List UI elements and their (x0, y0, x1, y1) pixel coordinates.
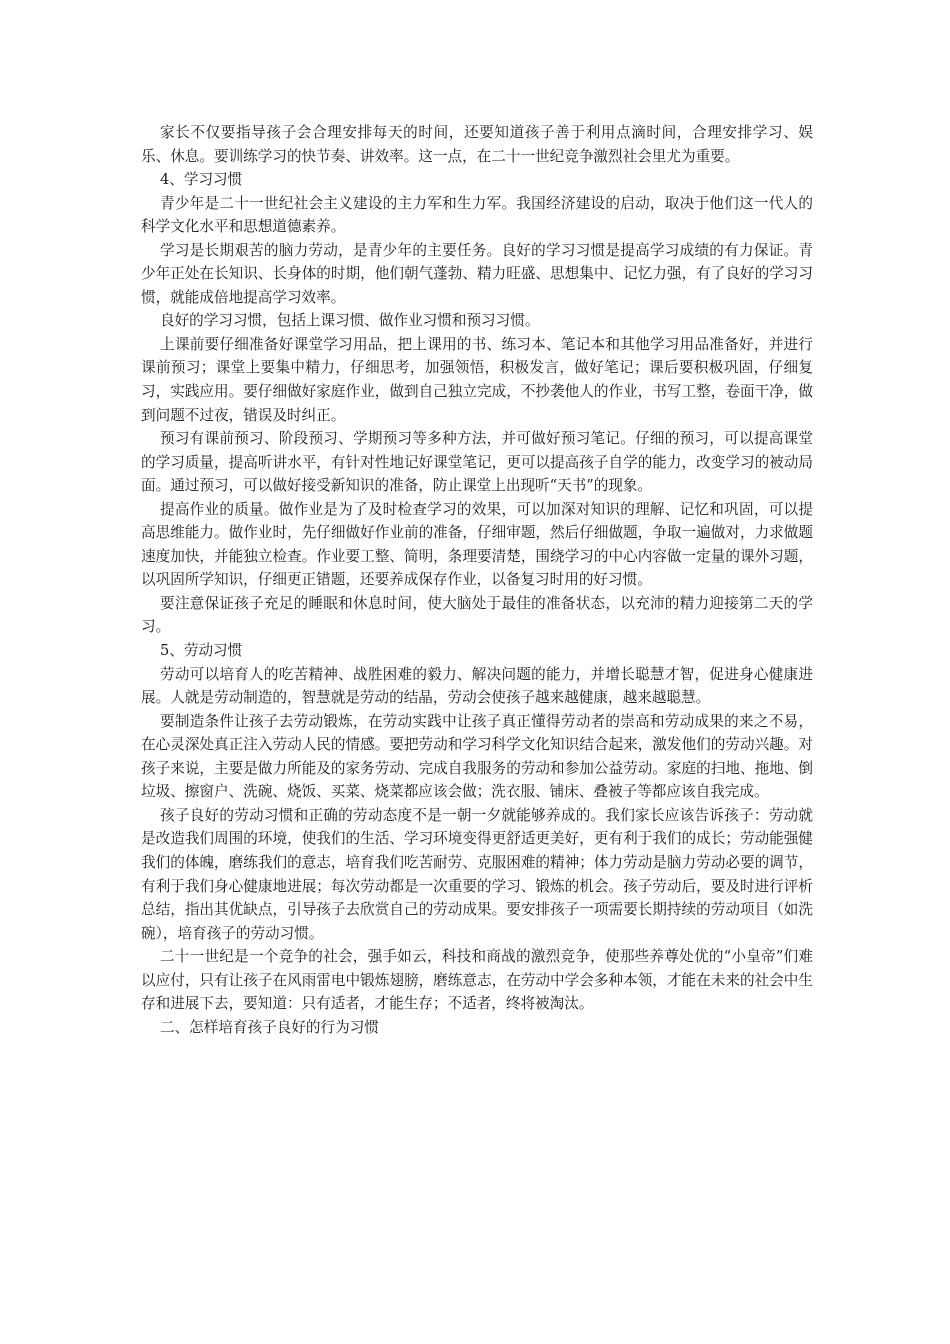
document-body (141, 121, 813, 1039)
paragraph-time-management: 家长不仅要指导孩子会合理安排每天的时间，还要知道孩子善于利用点滴时间，合理安排学习、娱乐、休息。要训练学习的快节奏、讲效率。这一点，在二十一世纪竞争激烈社会里尤为重要。 (141, 124, 813, 165)
paragraph-sleep: 要注意保证孩子充足的睡眠和休息时间，使大脑处于最佳的准备状态，以充沛的精力迎接第二天的学习。 (141, 594, 813, 636)
paragraph-study-labor: 学习是长期艰苦的脑力劳动，是青少年的主要任务。良好的学习习惯是提高学习成绩的有力保证。青少年正处在长知识、长身体的时期，他们朝气蓬勃、精力旺盛、思想集中、记忆力强，有了良好的学习习惯，就能成倍地提高学习效率。 (141, 241, 813, 306)
paragraph-labor-conditions: 要制造条件让孩子去劳动锻炼，在劳动实践中让孩子真正懂得劳动者的崇高和劳动成果的来之不易，在心灵深处真正注入劳动人民的情感。要把劳动和学习科学文化知识结合起来，激发他们的劳动兴趣。对孩子来说，主要是做力所能及的家务劳动、完成自我服务的劳动和参加公益劳动。家庭的扫地、拖地、倒垃圾、擦窗户、洗碗、烧饭、买菜、烧菜都应该会做；洗衣服、铺床、叠被子等都应该自我完成。 (141, 712, 813, 801)
paragraph-labor-attitude: 孩子良好的劳动习惯和正确的劳动态度不是一朝一夕就能够养成的。我们家长应该告诉孩子：劳动就是改造我们周围的环境，使我们的生活、学习环境变得更舒适更美好，更有利于我们的成长；劳动能强健我们的体魄，磨练我们的意志，培育我们吃苦耐劳、克服困难的精神；体力劳动是脑力劳动必要的调节，有利于我们身心健康地进展；每次劳动都是一次重要的学习、锻炼的机会。孩子劳动后，要及时进行评析总结，指出其优缺点，引导孩子去欣赏自己的劳动成果。要安排孩子一项需要长期持续的劳动项目（如洗碗），培育孩子的劳动习惯。 (141, 806, 813, 942)
paragraph-before-class: 上课前要仔细准备好课堂学习用品，把上课用的书、练习本、笔记本和其他学习用品准备好，并进行课前预习；课堂上要集中精力，仔细思考，加强领悟，积极发言，做好笔记；课后要积极巩固，仔细复习，实践应用。要仔细做好家庭作业，做到自己独立完成，不抄袭他人的作业，书写工整，卷面干净，做到问题不过夜，错误及时纠正。 (141, 335, 813, 424)
section-heading-labor-habits: 5、劳动习惯 (159, 642, 243, 660)
section-heading-behavior-habits: 二、怎样培育孩子良好的行为习惯 (159, 1018, 379, 1036)
paragraph-preview: 预习有课前预习、阶段预习、学期预习等多种方法，并可做好预习笔记。仔细的预习，可以提高课堂的学习质量，提高听讲水平，有针对性地记好课堂笔记，更可以提高孩子自学的能力，改变学习的被动局面。通过预习，可以做好接受新知识的准备，防止课堂上出现听“天书”的现象。 (141, 430, 813, 495)
paragraph-competition: 二十一世纪是一个竞争的社会，强手如云，科技和商战的激烈竞争，使那些养尊处优的“小皇帝”们难以应付，只有让孩子在风雨雷电中锻炼翅膀，磨练意志，在劳动中学会多种本领，才能在未来的社会中生存和进展下去，要知道：只有适者，才能生存；不适者，终将被淘汰。 (141, 948, 813, 1013)
paragraph-good-habits: 良好的学习习惯，包括上课习惯、做作业习惯和预习习惯。 (159, 312, 540, 330)
section-heading-study-habits: 4、学习习惯 (159, 171, 243, 189)
paragraph-youth: 青少年是二十一世纪社会主义建设的主力军和生力军。我国经济建设的启动，取决于他们这一代人的科学文化水平和思想道德素养。 (141, 194, 813, 236)
paragraph-labor-benefits: 劳动可以培育人的吃苦精神、战胜困难的毅力、解决问题的能力，并增长聪慧才智，促进身心健康进展。人就是劳动制造的，智慧就是劳动的结晶，劳动会使孩子越来越健康，越来越聪慧。 (141, 665, 813, 707)
paragraph-homework-quality: 提高作业的质量。做作业是为了及时检查学习的效果，可以加深对知识的理解、记忆和巩固，可以提高思维能力。做作业时，先仔细做好作业前的准备，仔细审题，然后仔细做题，争取一遍做对，力求做题速度加快，并能独立检查。作业要工整、简明，条理要清楚，围绕学习的中心内容做一定量的课外习题，以巩固所学知识，仔细更正错题，还要养成保存作业，以备复习时用的好习惯。 (141, 500, 813, 589)
